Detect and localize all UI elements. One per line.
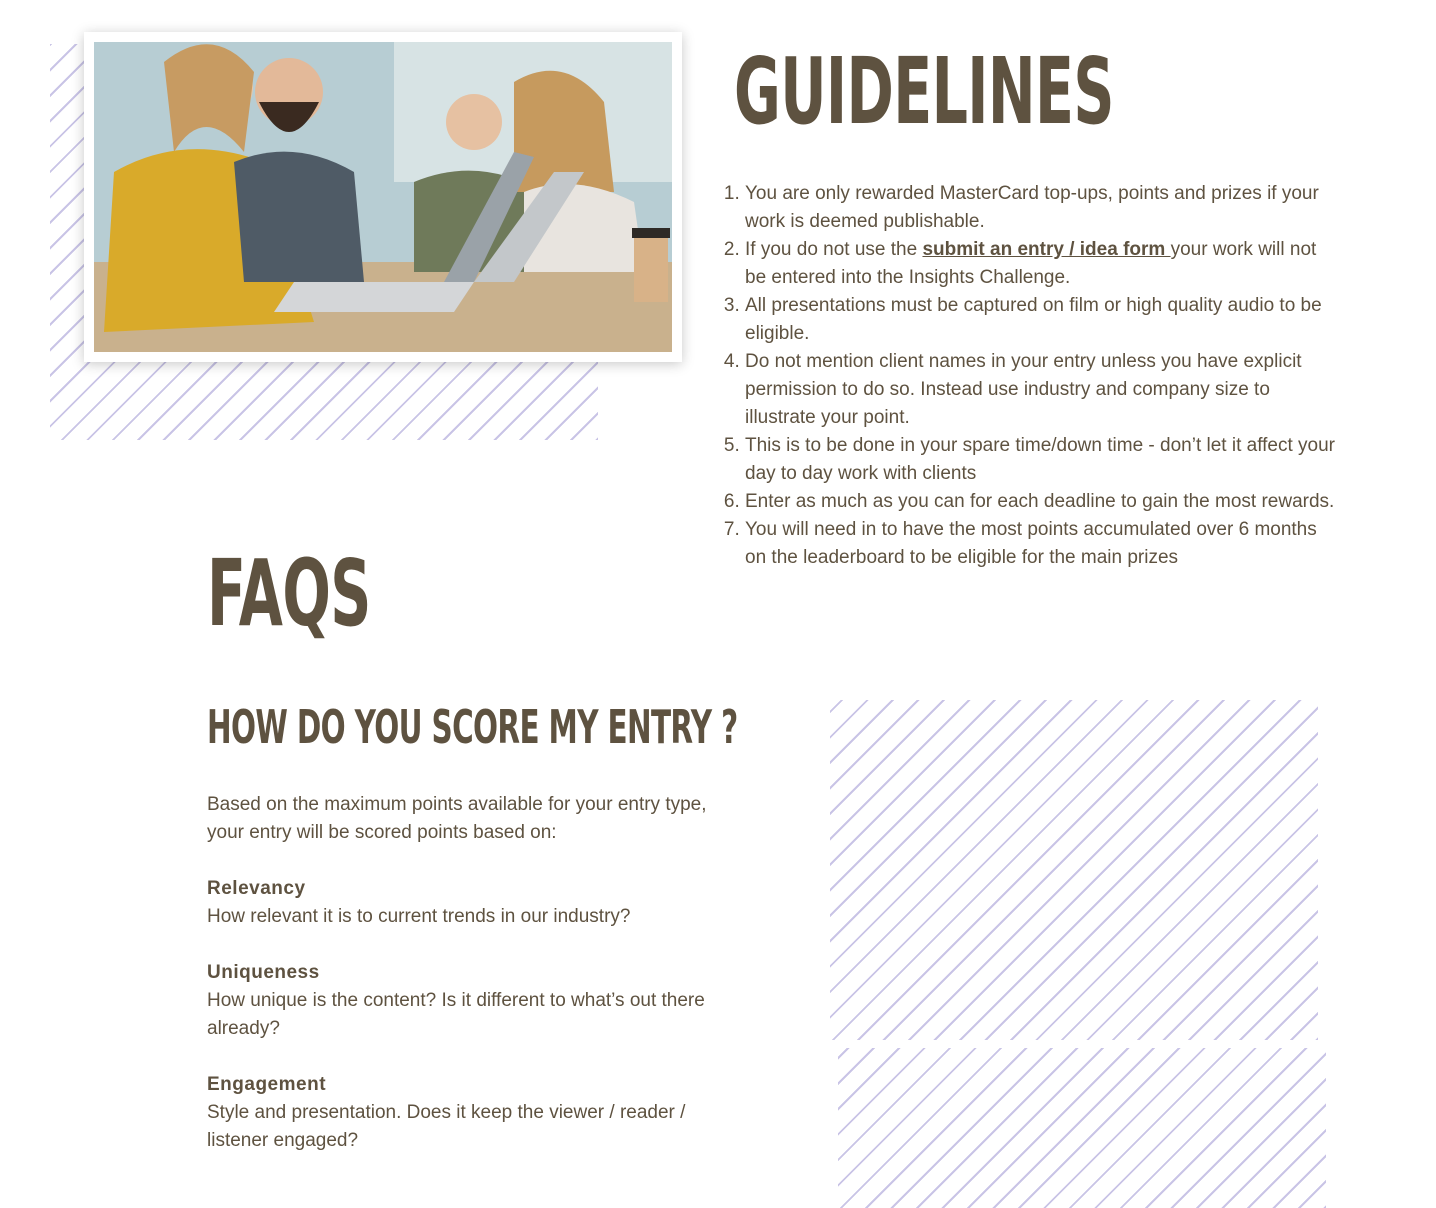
guideline-item — [745, 348, 1335, 432]
guideline-text: All presentations must be captured on film or high quality audio to be eligible. — [745, 295, 1322, 344]
faq-intro: Based on the maximum points available for your entry type, your entry will be scored points based on: — [207, 794, 707, 843]
guideline-text: Enter as much as you can for each deadline to gain the most rewards. — [745, 491, 1335, 512]
guideline-text: You are only rewarded MasterCard top-ups, points and prizes if your work is deemed publishable. — [745, 183, 1319, 232]
guideline-item — [745, 516, 1335, 572]
criterion-title-uniqueness: Uniqueness — [207, 962, 320, 983]
faq-answer — [207, 791, 737, 1155]
guideline-item — [745, 236, 1335, 292]
guideline-text: If you do not use the — [745, 239, 923, 260]
team-photo-icon — [94, 42, 672, 352]
criterion-title-engagement: Engagement — [207, 1074, 327, 1095]
guideline-text: You will need in to have the most points accumulated over 6 months on the leaderboard to be eligible for the main prizes — [745, 519, 1317, 568]
guideline-text: This is to be done in your spare time/down time - don’t let it affect your day to day work with clients — [745, 435, 1335, 484]
guideline-text: your work will not be entered into the Insights Challenge. — [745, 239, 1317, 288]
faq-question-title: HOW DO YOU SCORE MY ENTRY ? — [207, 700, 738, 754]
guideline-text: Do not mention client names in your entry unless you have explicit permission to do so. Instead use industry and company size to illustrate your point. — [745, 351, 1302, 428]
guidelines-title: GUIDELINES — [734, 38, 1114, 145]
submit-entry-link[interactable]: submit an entry / idea form — [922, 239, 1171, 260]
criterion-text-relevancy: How relevant it is to current trends in our industry? — [207, 906, 631, 927]
hatch-pattern-right-upper — [830, 700, 1318, 1040]
guideline-item — [745, 180, 1335, 236]
faqs-title: FAQS — [207, 540, 371, 647]
criterion-text-engagement: Style and presentation. Does it keep the viewer / reader / listener engaged? — [207, 1102, 686, 1151]
criterion-text-uniqueness: How unique is the content? Is it different to what’s out there already? — [207, 990, 705, 1039]
team-photo-illustration — [94, 42, 672, 352]
guideline-item — [745, 488, 1335, 516]
criterion-title-relevancy: Relevancy — [207, 878, 306, 899]
guidelines-list — [725, 180, 1335, 572]
guideline-item — [745, 432, 1335, 488]
photo-frame — [84, 32, 682, 362]
hatch-pattern-right-lower — [838, 1048, 1326, 1208]
guideline-item — [745, 292, 1335, 348]
